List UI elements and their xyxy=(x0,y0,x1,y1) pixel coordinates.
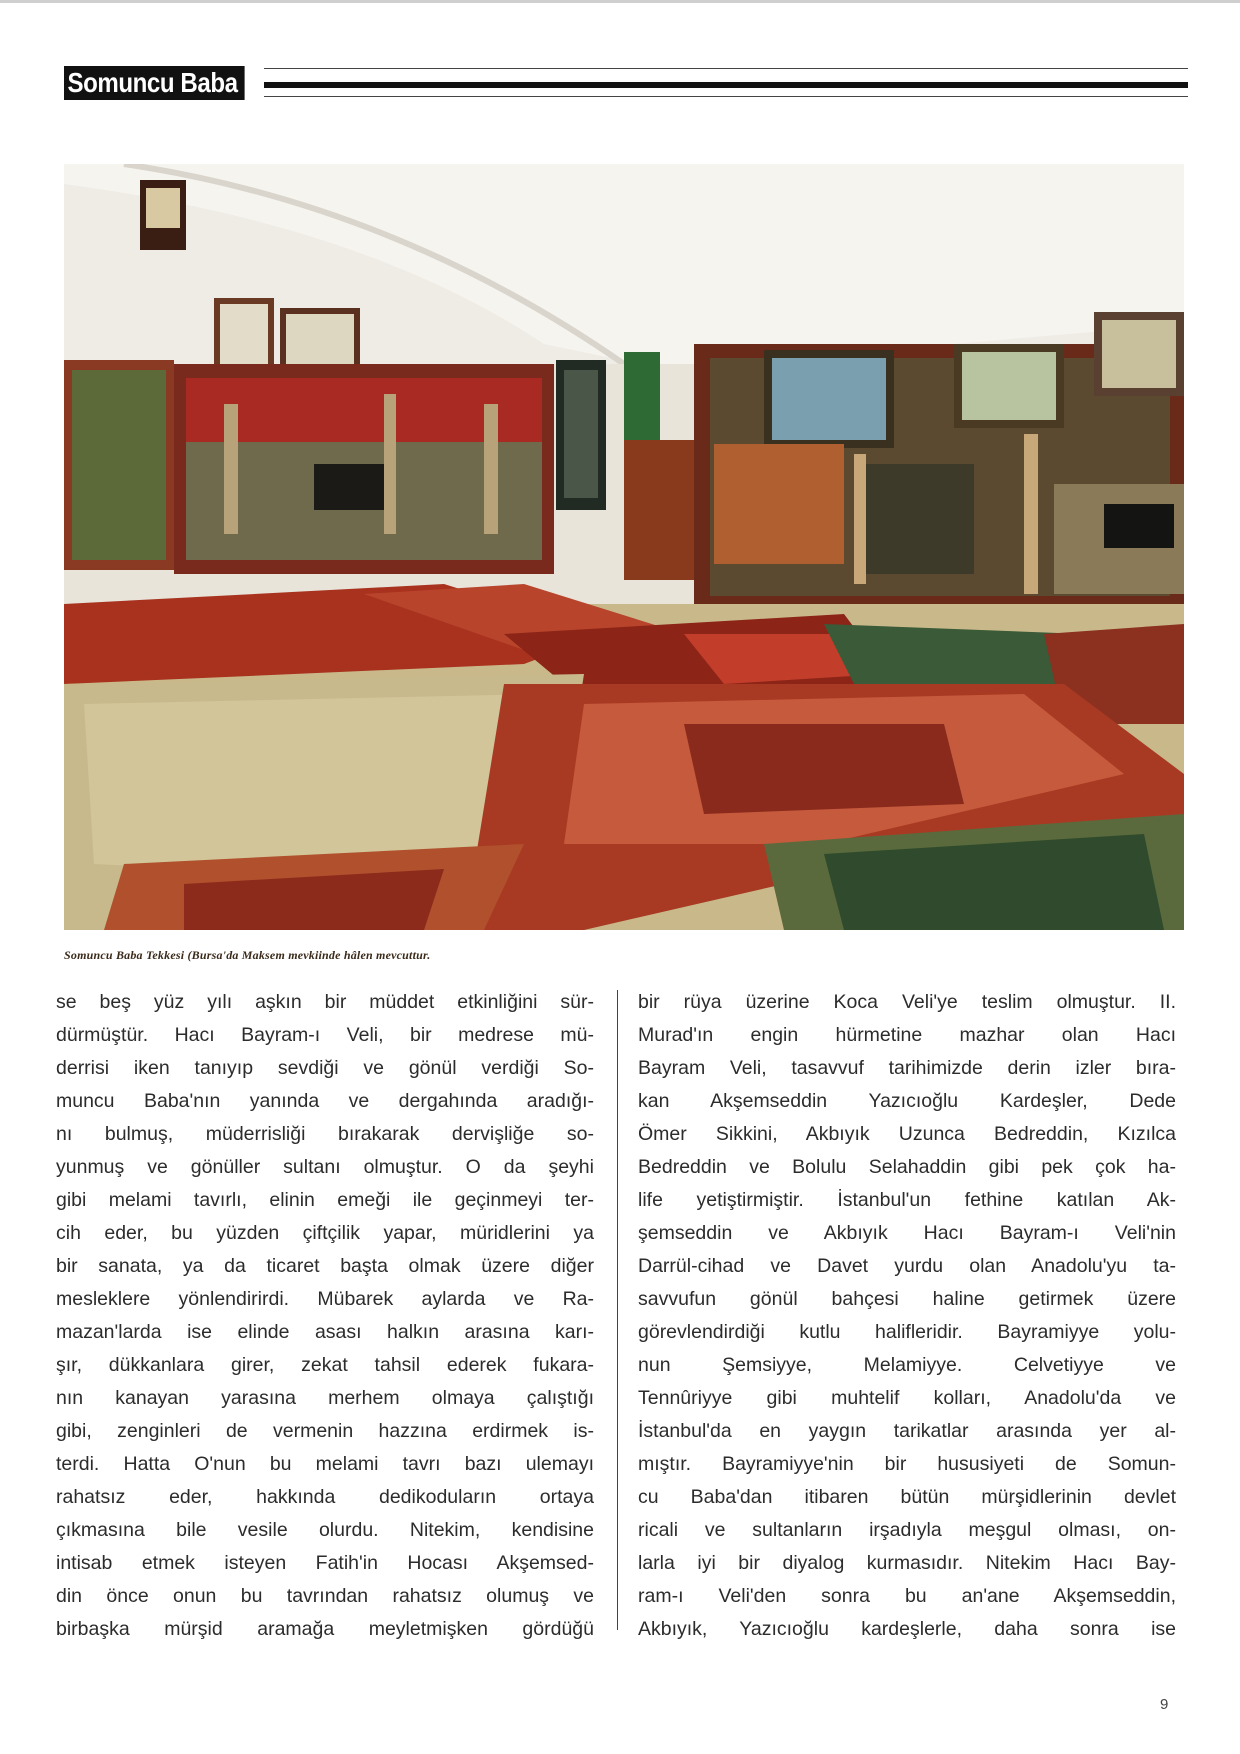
text-line: life yetiştirmiştir. İstanbul'un fethine katılan Ak- xyxy=(638,1189,1176,1211)
text-line: muncu Baba'nın yanında ve dergahında aradığı- xyxy=(56,1090,594,1112)
text-line: Darrül-cihad ve Davet yurdu olan Anadolu'yu ta- xyxy=(638,1255,1176,1277)
text-line: Tennûriyye gibi muhtelif kolları, Anadolu'da ve xyxy=(638,1387,1176,1409)
page-number: 9 xyxy=(1160,1696,1169,1713)
header-rule xyxy=(264,96,1188,97)
text-line: ricali ve sultanların irşadıyla meşgul olması, on- xyxy=(638,1519,1176,1541)
text-line: savvufun gönül bahçesi haline getirmek üzere xyxy=(638,1288,1176,1310)
section-title: Somuncu Baba xyxy=(64,66,244,100)
article-column-left xyxy=(56,986,594,1646)
text-line: kan Akşemseddin Yazıcıoğlu Kardeşler, Dede xyxy=(638,1090,1176,1112)
text-line: birbaşka mürşid aramağa meyletmişken gördüğü xyxy=(56,1618,594,1640)
text-line: bir rüya üzerine Koca Veli'ye teslim olmuştur. II. xyxy=(638,991,1176,1013)
text-line: terdi. Hatta O'nun bu melami tavrı bazı ulemayı xyxy=(56,1453,594,1475)
text-line: görevlendirdiği kutlu halifleridir. Bayramiyye yolu- xyxy=(638,1321,1176,1343)
text-line: din önce onun bu tavrından rahatsız olumuş ve xyxy=(56,1585,594,1607)
column-divider xyxy=(617,990,618,1630)
text-line: bir sanata, ya da ticaret başta olmak üzere diğer xyxy=(56,1255,594,1277)
text-line: rahatsız eder, hakkında dedikoduların ortaya xyxy=(56,1486,594,1508)
text-line: gibi, zenginleri de vermenin hazzına erdirmek is- xyxy=(56,1420,594,1442)
text-line: dürmüştür. Hacı Bayram-ı Veli, bir medrese mü- xyxy=(56,1024,594,1046)
text-line: Bedreddin ve Bolulu Selahaddin gibi pek çok ha- xyxy=(638,1156,1176,1178)
text-line: mazan'larda ise elinde asası halkın arasına karı- xyxy=(56,1321,594,1343)
text-line: mesleklere yönlendirirdi. Mübarek aylarda ve Ra- xyxy=(56,1288,594,1310)
text-line: Bayram Veli, tasavvuf tarihimizde derin izler bıra- xyxy=(638,1057,1176,1079)
text-line: se beş yüz yılı aşkın bir müddet etkinliğini sür- xyxy=(56,991,594,1013)
text-line: nın kanayan yarasına merhem olmaya çalıştığı xyxy=(56,1387,594,1409)
article-column-right xyxy=(638,986,1176,1646)
text-line: cu Baba'dan itibaren bütün mürşidlerinin devlet xyxy=(638,1486,1176,1508)
tekke-interior-photo xyxy=(64,164,1184,930)
text-line: İstanbul'da en yaygın tarikatlar arasında yer al- xyxy=(638,1420,1176,1442)
text-line: nun Şemsiyye, Melamiyye. Celvetiyye ve xyxy=(638,1354,1176,1376)
text-line: Akbıyık, Yazıcıoğlu kardeşlerle, daha sonra ise xyxy=(638,1618,1176,1640)
text-line: şemseddin ve Akbıyık Hacı Bayram-ı Veli'nin xyxy=(638,1222,1176,1244)
section-header xyxy=(64,66,1188,100)
top-edge-rule xyxy=(0,0,1240,3)
text-line: şır, dükkanlara girer, zekat tahsil ederek fukara- xyxy=(56,1354,594,1376)
text-line: Ömer Sikkini, Akbıyık Uzunca Bedreddin, Kızılca xyxy=(638,1123,1176,1145)
text-line: gibi melami tavırlı, elinin emeği ile geçinmeyi ter- xyxy=(56,1189,594,1211)
text-line: intisab etmek isteyen Fatih'in Hocası Akşemsed- xyxy=(56,1552,594,1574)
text-line: mıştır. Bayramiyye'nin bir hususiyeti de Somun- xyxy=(638,1453,1176,1475)
header-rule xyxy=(264,82,1188,88)
header-rule xyxy=(264,68,1188,69)
text-line: ram-ı Veli'den sonra bu an'ane Akşemseddin, xyxy=(638,1585,1176,1607)
text-line: Murad'ın engin hürmetine mazhar olan Hacı xyxy=(638,1024,1176,1046)
text-line: cih eder, bu yüzden çiftçilik yapar, müridlerini ya xyxy=(56,1222,594,1244)
text-line: çıkmasına bile vesile olurdu. Nitekim, kendisine xyxy=(56,1519,594,1541)
text-line: yunmuş ve gönüller sultanı olmuştur. O da şeyhi xyxy=(56,1156,594,1178)
text-line: nı bulmuş, müderrisliği bırakarak dervişliğe so- xyxy=(56,1123,594,1145)
photo-caption: Somuncu Baba Tekkesi (Bursa'da Maksem mevkiinde hâlen mevcuttur. xyxy=(64,948,431,962)
text-line: derrisi iken tanıyıp sevdiği ve gönül verdiği So- xyxy=(56,1057,594,1079)
text-line: larla iyi bir diyalog kurmasıdır. Nitekim Hacı Bay- xyxy=(638,1552,1176,1574)
